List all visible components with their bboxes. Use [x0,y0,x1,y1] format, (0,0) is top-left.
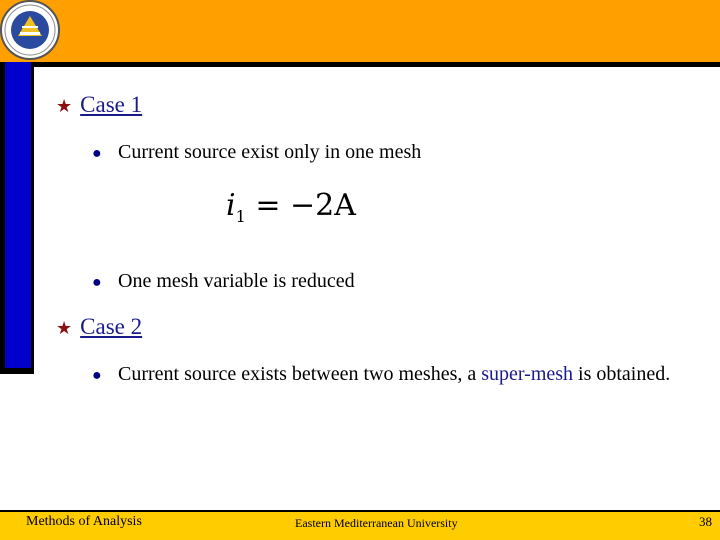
round-bullet-icon: ● [92,274,102,291]
case-1-subitem-1 [92,136,678,168]
footer-divider [0,510,720,512]
case-2-label: Case 2 [80,314,143,339]
left-accent-bar-inner [5,62,31,368]
round-bullet-icon: ● [92,367,102,384]
equation-subscript: 1 [235,207,246,226]
equation-variable: i [226,188,236,223]
equation-rhs: = −2A [255,188,356,223]
case-2-item [56,314,142,340]
footer-course-title: Methods of Analysis [26,514,142,529]
case-1-subitem-2-text: One mesh variable is reduced [118,270,355,292]
text-part: Current source exists between two meshes, a [118,363,482,385]
super-mesh-term: super-mesh [481,363,574,385]
case-1-label: Case 1 [80,92,143,117]
case-2-subitem-1 [92,358,678,390]
case-1-item [56,92,142,118]
case-1-subitem-2 [92,265,678,297]
university-seal-icon [0,0,62,62]
text-part: is obtained. [573,363,671,385]
footer-university: Eastern Mediterranean University [295,516,458,530]
case-1-equation [226,188,356,226]
star-bullet-icon: ★ [56,96,73,116]
header-divider [34,62,720,67]
footer-page-number: 38 [699,514,712,529]
star-bullet-icon: ★ [56,318,73,338]
round-bullet-icon: ● [92,145,102,162]
case-2-subitem-1-text [118,358,678,390]
header-band [0,0,720,62]
case-1-subitem-1-text: Current source exist only in one mesh [118,141,422,163]
